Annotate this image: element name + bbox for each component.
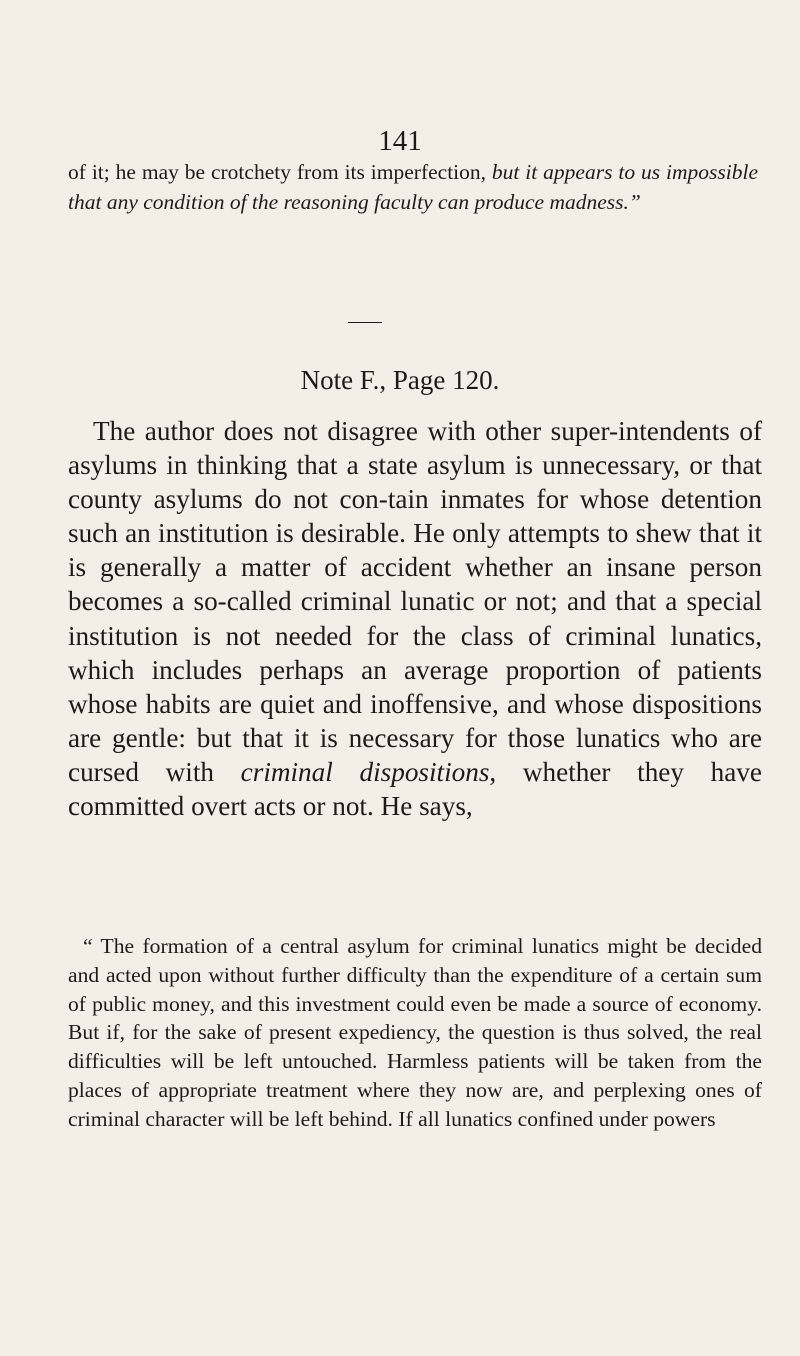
page-number: 141 <box>378 125 422 157</box>
note-heading: Note F., Page 120. <box>300 365 500 395</box>
note-body-paragraph <box>68 414 762 823</box>
quotation-italic-text: but it appears to us impossible that any condition of the reasoning faculty can produce madness.” <box>68 160 758 214</box>
quotation-roman-text: of it; he may be crotchety from its imperfection, <box>68 160 487 184</box>
section-divider <box>348 322 382 323</box>
body-text-part-2: , whether they have committed overt acts or not. He says, <box>68 756 762 822</box>
continued-quotation <box>68 158 758 217</box>
block-quotation: “ The formation of a central asylum for criminal lunatics might be decided and acted upon without further difficulty than the expenditure of a certain sum of public money, and this investment could even be made a source of economy. But if, for the sake of present expediency, the question is thus solved, the real difficulties will be left untouched. Harmless patients will be taken from the places of appropriate treatment where they now are, and perplexing ones of criminal character will be left behind. If all lunatics confined under powers <box>68 934 762 1131</box>
body-text-part-1: The author does not disagree with other super-intendents of asylums in thinking that a state asylum is unnecessary, or that county asylums do not con-tain inmates for whose detention such an institution is desirable. He only attempts to shew that it is generally a matter of accident whether an insane person becomes a so-called criminal lunatic or not; and that a special institution is not needed for the class of criminal lunatics, which includes perhaps an average proportion of patients whose habits are quiet and inoffensive, and whose dispositions are gentle: but that it is necessary for those lunatics who are cursed with <box>68 416 762 787</box>
body-italic-phrase: criminal dispositions <box>240 756 490 787</box>
